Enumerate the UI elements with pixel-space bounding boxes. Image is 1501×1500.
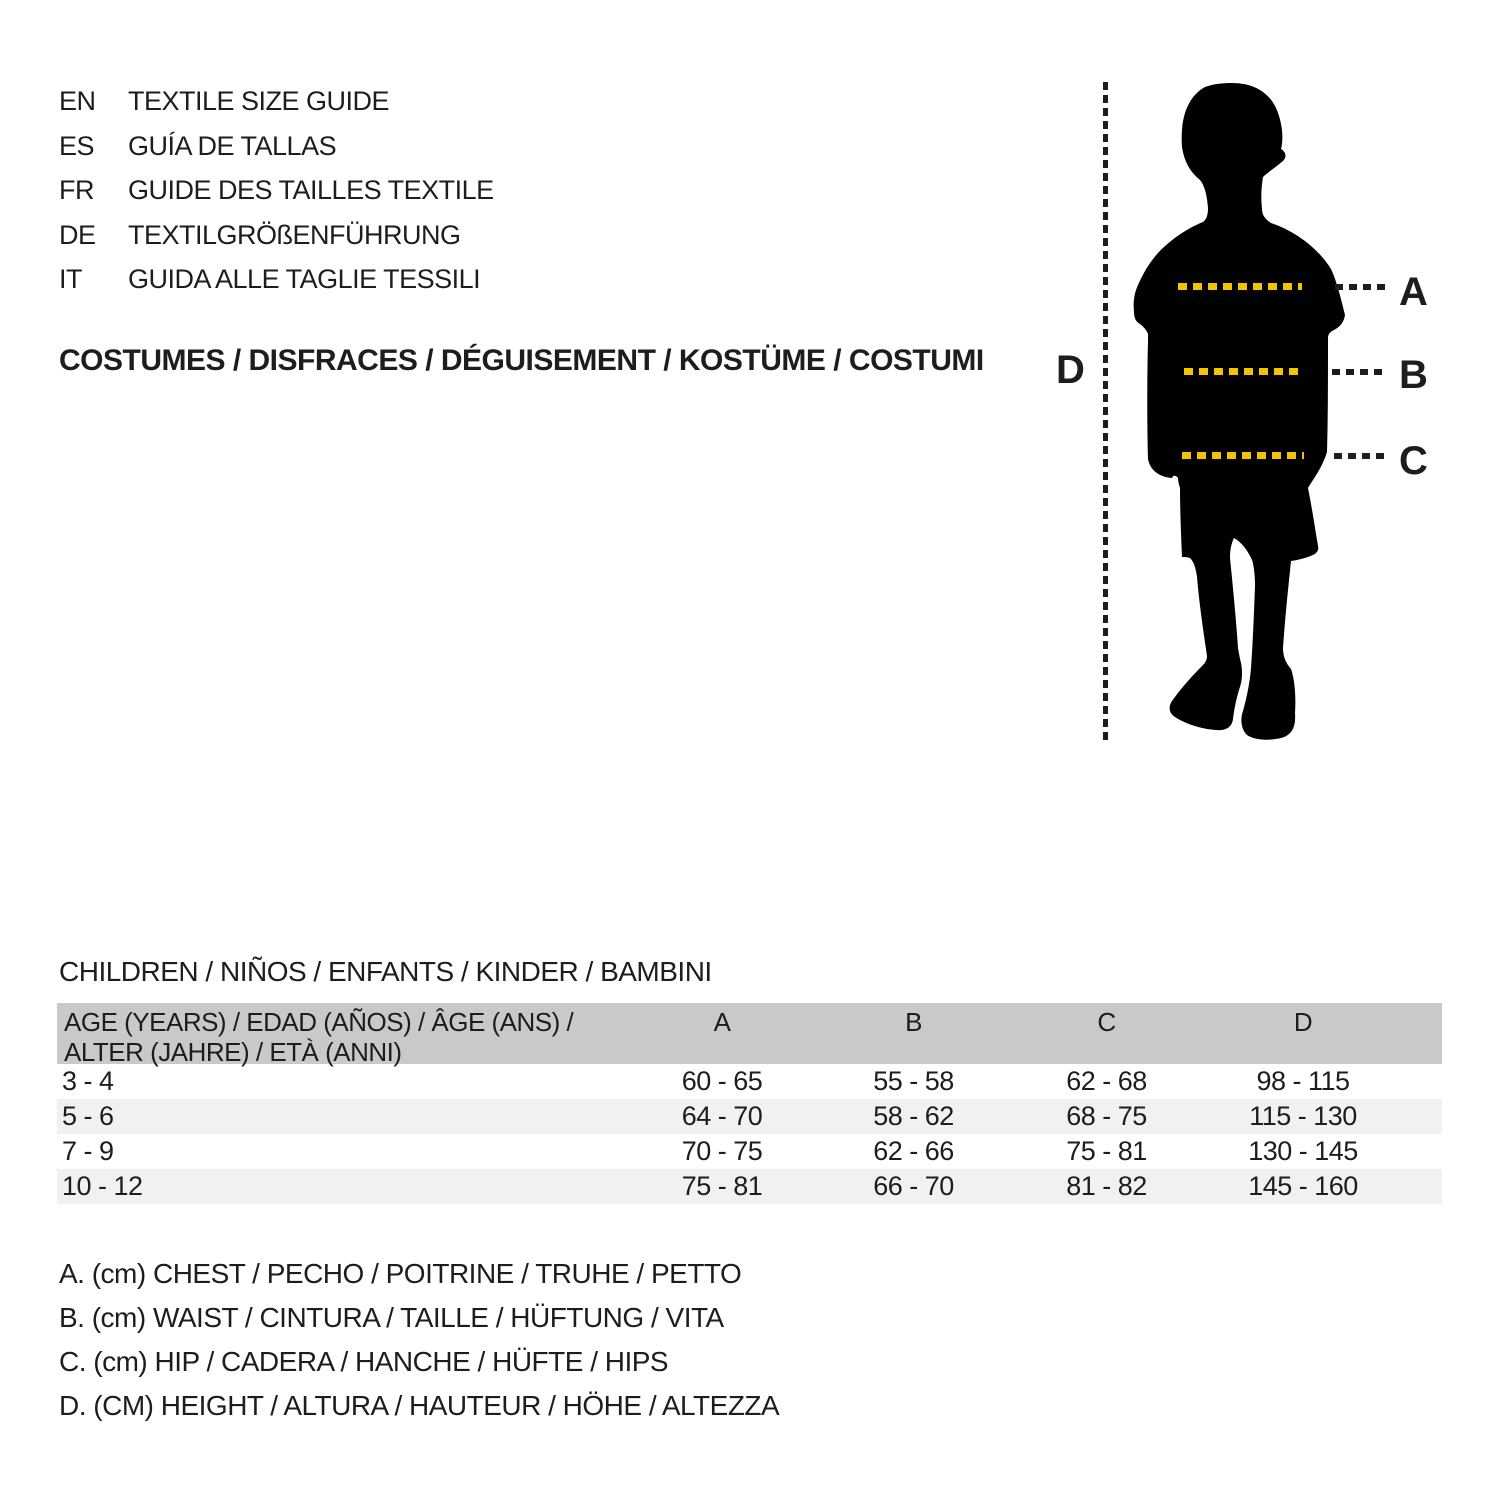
lang-title: TEXTILE SIZE GUIDE [128, 86, 390, 116]
hip-range: 75 - 81 [1066, 1136, 1147, 1166]
lang-title: GUIDA ALLE TAGLIE TESSILI [128, 264, 481, 294]
age-cell: 5 - 6 [62, 1101, 114, 1131]
age-column-header [57, 1003, 627, 1067]
hip-range: 62 - 68 [1066, 1066, 1147, 1096]
lang-row-es [59, 124, 494, 169]
measure-legend [59, 1252, 779, 1428]
child-silhouette [1120, 70, 1410, 750]
height-range: 98 - 115 [1256, 1066, 1350, 1096]
table-row [57, 1134, 1442, 1169]
lang-code: IT [59, 264, 82, 294]
legend-height: D. (CM) HEIGHT / ALTURA / HAUTEUR / HÖHE / ALTEZZA [59, 1390, 780, 1421]
measure-label-c: C [1399, 439, 1428, 483]
lang-title: GUÍA DE TALLAS [128, 130, 337, 161]
lang-title: TEXTILGRÖßENFÜHRUNG [128, 219, 461, 250]
connector-dots-c [1334, 453, 1386, 459]
lang-title: GUIDE DES TAILLES TEXTILE [128, 175, 494, 205]
language-title-list [59, 79, 494, 302]
connector-dots-a [1335, 284, 1387, 290]
chest-range: 75 - 81 [681, 1171, 763, 1201]
connector-dots-b [1332, 369, 1386, 375]
legend-hip: C. (cm) HIP / CADERA / HANCHE / HÜFTE / HIPS [59, 1346, 669, 1377]
lang-code: ES [59, 130, 95, 161]
waist-range: 62 - 66 [873, 1136, 954, 1166]
age-cell: 3 - 4 [62, 1066, 114, 1096]
chest-dashed-line-a [1178, 283, 1302, 290]
legend-waist: B. (cm) WAIST / CINTURA / TAILLE / HÜFTUNG / VITA [59, 1302, 724, 1333]
age-cell: 10 - 12 [62, 1171, 143, 1201]
age-cell: 7 - 9 [62, 1136, 114, 1166]
waist-range: 58 - 62 [873, 1101, 954, 1131]
table-row [57, 1099, 1442, 1134]
hip-range: 81 - 82 [1066, 1171, 1147, 1201]
column-header-c: C [1097, 1007, 1116, 1037]
chest-range: 60 - 65 [681, 1066, 763, 1096]
chest-range: 70 - 75 [681, 1136, 763, 1166]
children-size-table [57, 1003, 1442, 1204]
legend-chest: A. (cm) CHEST / PECHO / POITRINE / TRUHE / PETTO [59, 1258, 742, 1289]
height-range: 130 - 145 [1248, 1136, 1358, 1166]
column-header-b: B [905, 1007, 922, 1037]
table-section-title: CHILDREN / NIÑOS / ENFANTS / KINDER / BAMBINI [59, 956, 712, 987]
lang-code: FR [59, 175, 94, 205]
lang-row-it [59, 257, 494, 302]
column-header-d: D [1293, 1007, 1313, 1037]
measure-label-b: B [1399, 353, 1428, 397]
table-header-row [57, 1003, 1442, 1067]
measure-label-a: A [1399, 270, 1428, 314]
measure-label-d: D [1056, 348, 1085, 392]
lang-code: DE [59, 219, 96, 250]
chest-range: 64 - 70 [681, 1101, 763, 1131]
category-line: COSTUMES / DISFRACES / DÉGUISEMENT / KOSTÜME / COSTUMI [59, 344, 984, 377]
lang-row-fr [59, 168, 494, 213]
waist-range: 55 - 58 [873, 1066, 954, 1096]
age-header-line2: ALTER (JAHRE) / ETÀ (ANNI) [64, 1037, 402, 1067]
hip-dashed-line-c [1182, 452, 1304, 459]
height-dashed-line-d [1103, 82, 1108, 745]
lang-row-de [59, 213, 494, 258]
table-row [57, 1169, 1442, 1204]
lang-row-en [59, 79, 494, 124]
waist-dashed-line-b [1184, 368, 1298, 375]
height-range: 115 - 130 [1249, 1101, 1357, 1131]
age-header-line1: AGE (YEARS) / EDAD (AÑOS) / ÂGE (ANS) / [64, 1007, 574, 1037]
height-range: 145 - 160 [1248, 1171, 1358, 1201]
waist-range: 66 - 70 [873, 1171, 954, 1201]
column-header-a: A [713, 1007, 731, 1037]
hip-range: 68 - 75 [1066, 1101, 1147, 1131]
lang-code: EN [59, 86, 96, 116]
table-row [57, 1064, 1442, 1099]
